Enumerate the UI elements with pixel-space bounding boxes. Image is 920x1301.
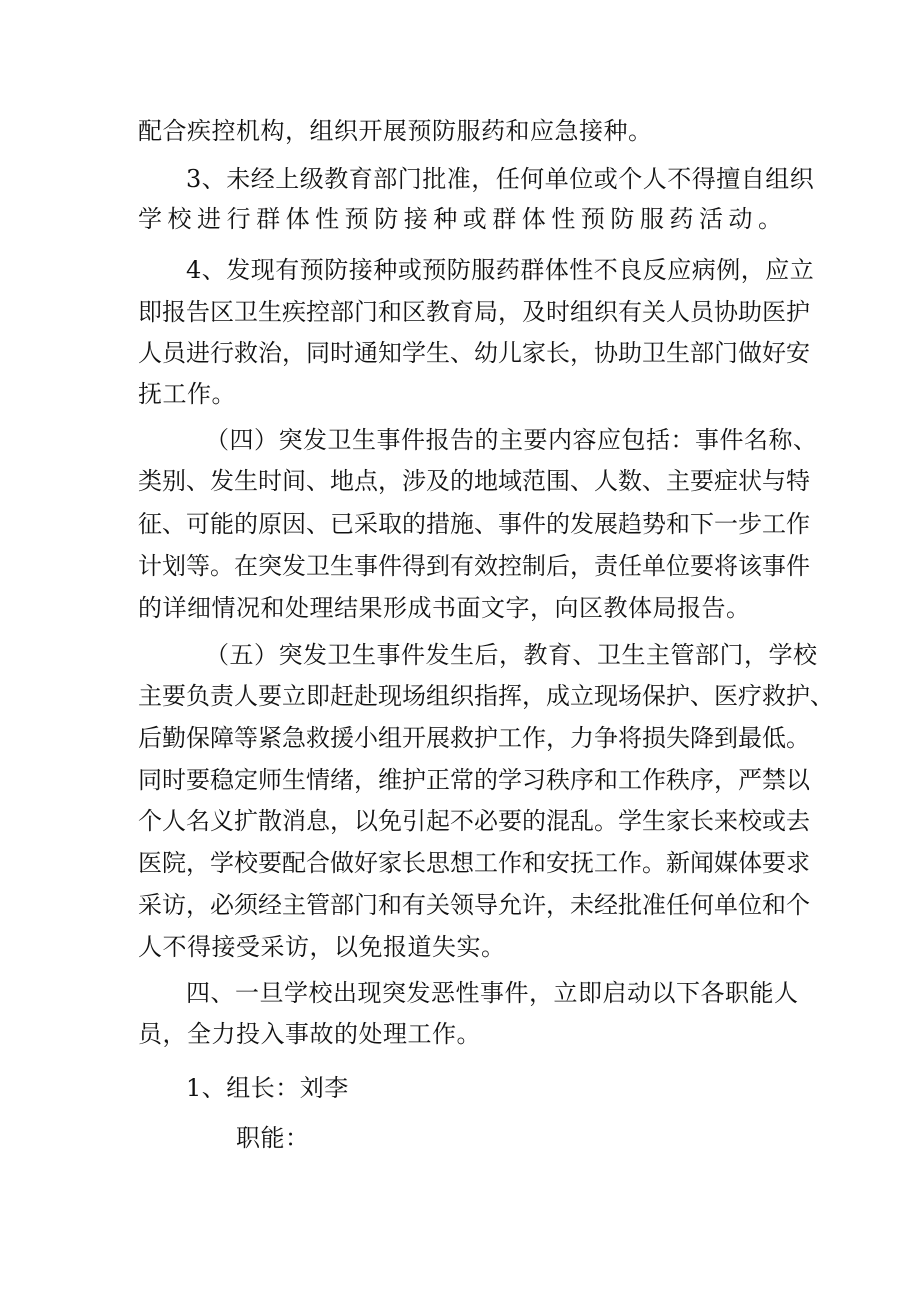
paragraph-line: 医院，学校要配合做好家长思想工作和安抚工作。新闻媒体要求: [138, 849, 810, 877]
paragraph-line: 计划等。在突发卫生事件得到有效控制后，责任单位要将该事件: [138, 552, 810, 580]
paragraph-line: 抚工作。: [138, 380, 236, 408]
section-heading-line: 四、一旦学校出现突发恶性事件，立即启动以下各职能人: [186, 979, 799, 1007]
paragraph-line: 类别、发生时间、地点，涉及的地域范围、人数、主要症状与特: [138, 467, 810, 495]
paragraph-line: 后勤保障等紧急救援小组开展救护工作，力争将损失降到最低。: [138, 724, 810, 752]
paragraph-line: 配合疾控机构，组织开展预防服药和应急接种。: [138, 117, 653, 145]
paragraph-line: 采访，必须经主管部门和有关领导允许，未经批准任何单位和个: [138, 891, 810, 919]
paragraph-line: 的详细情况和处理结果形成书面文字，向区教体局报告。: [138, 594, 751, 622]
paragraph-line: （四）突发卫生事件报告的主要内容应包括：事件名称、: [205, 426, 818, 454]
paragraph-line: 人员进行救治，同时通知学生、幼儿家长，协助卫生部门做好安: [138, 339, 810, 367]
paragraph-line: 4、发现有预防接种或预防服药群体性不良反应病例，应立: [186, 256, 815, 284]
paragraph-line: 个人名义扩散消息，以免引起不必要的混乱。学生家长来校或去: [138, 807, 810, 835]
paragraph-line: 员，全力投入事故的处理工作。: [138, 1020, 481, 1048]
paragraph-line: 主要负责人要立即赶赴现场组织指挥，成立现场保护、医疗救护、: [138, 682, 834, 710]
paragraph-line: 同时要稳定师生情绪，维护正常的学习秩序和工作秩序，严禁以: [138, 766, 810, 794]
list-item-line: 职能：: [236, 1124, 310, 1152]
paragraph-line: 征、可能的原因、已采取的措施、事件的发展趋势和下一步工作: [138, 510, 810, 538]
paragraph-line: （五）突发卫生事件发生后，教育、卫生主管部门，学校: [205, 641, 818, 669]
paragraph-line: 即报告区卫生疾控部门和区教育局，及时组织有关人员协助医护: [138, 298, 810, 326]
paragraph-line: 学校进行群体性预防接种或群体性预防服药活动。: [138, 205, 782, 233]
list-item-line: 1、组长：刘李: [186, 1074, 349, 1102]
paragraph-line: 3、未经上级教育部门批准，任何单位或个人不得擅自组织: [186, 165, 815, 193]
paragraph-line: 人不得接受采访，以免报道失实。: [138, 933, 506, 961]
